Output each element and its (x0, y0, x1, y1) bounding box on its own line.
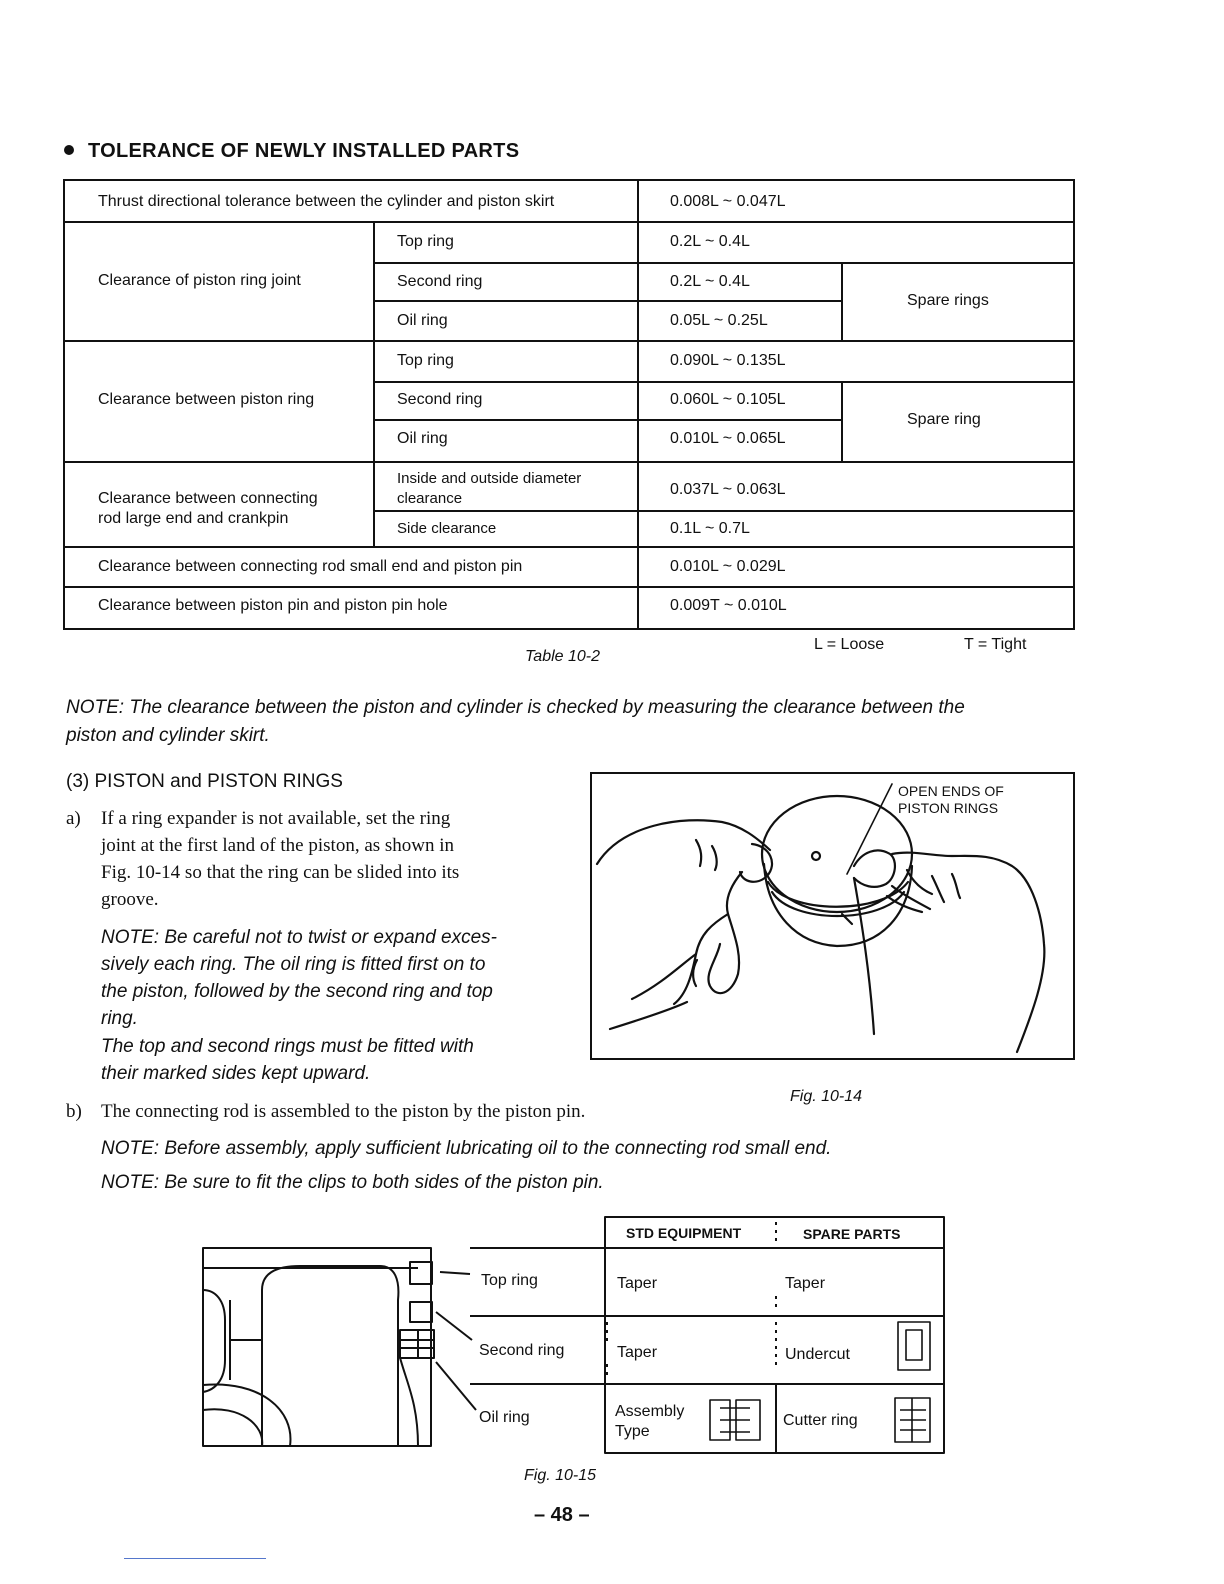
conrod-large-label-2: rod large end and crankpin (98, 510, 289, 527)
step-a-note-2: sively each ring. The oil ring is fitted first on to (101, 954, 486, 975)
ring-groove-top-label: Top ring (397, 352, 454, 369)
figure-10-14 (590, 772, 1075, 1060)
row-thrust-value: 0.008L ~ 0.047L (670, 193, 786, 210)
page-number: – 48 – (534, 1504, 590, 1526)
fig14-label-line-2: PISTON RINGS (898, 800, 999, 816)
ring-joint-spare-note: Spare rings (907, 292, 989, 309)
note-clearance-line-1: NOTE: The clearance between the piston and cylinder is checked by measuring the clearance between the (66, 697, 965, 718)
tolerance-table (0, 0, 1224, 660)
ring-groove-second-value: 0.060L ~ 0.105L (670, 391, 786, 408)
ring-joint-oil-label: Oil ring (397, 312, 448, 329)
fig15-ring-second: Second ring (479, 1342, 565, 1359)
step-a-marker: a) (66, 808, 81, 829)
table-caption: Table 10-2 (525, 648, 601, 665)
conrod-diameter-label-2: clearance (397, 490, 463, 507)
fig14-caption: Fig. 10-14 (790, 1088, 863, 1105)
fig15-std-oil-line-2: Type (615, 1423, 650, 1440)
row-thrust-label: Thrust directional tolerance between the cylinder and piston skirt (98, 193, 555, 210)
fig15-ring-top: Top ring (481, 1272, 538, 1289)
legend-tight: T = Tight (964, 636, 1027, 653)
fig15-col-std: STD EQUIPMENT (626, 1225, 742, 1241)
step-a-note-5: The top and second rings must be fitted with (101, 1036, 474, 1057)
footnote-rule (124, 1558, 266, 1559)
step-b-marker: b) (66, 1101, 82, 1122)
section-title: (3) PISTON and PISTON RINGS (66, 771, 343, 792)
fig15-ring-oil: Oil ring (479, 1409, 530, 1426)
step-a-note-4: ring. (101, 1008, 138, 1029)
fig15-col-spare: SPARE PARTS (803, 1226, 901, 1242)
fig15-spare-oil: Cutter ring (783, 1412, 858, 1429)
ring-groove-oil-value: 0.010L ~ 0.065L (670, 430, 786, 447)
note-clearance-line-2: piston and cylinder skirt. (66, 725, 270, 746)
ring-joint-top-label: Top ring (397, 233, 454, 250)
step-b-note-1: NOTE: Before assembly, apply sufficient lubricating oil to the connecting rod small end. (101, 1138, 832, 1159)
step-a-note-3: the piston, followed by the second ring and top (101, 981, 493, 1002)
fig15-std-top: Taper (617, 1275, 658, 1292)
pin-hole-value: 0.009T ~ 0.010L (670, 597, 787, 614)
pin-hole-label: Clearance between piston pin and piston pin hole (98, 597, 448, 614)
fig15-std-second: Taper (617, 1344, 658, 1361)
legend-loose: L = Loose (814, 636, 885, 653)
fig14-label-line-1: OPEN ENDS OF (898, 783, 1004, 799)
ring-joint-second-label: Second ring (397, 273, 483, 290)
step-b-note-2: NOTE: Be sure to fit the clips to both sides of the piston pin. (101, 1172, 604, 1193)
ring-groove-second-label: Second ring (397, 391, 483, 408)
ring-joint-label: Clearance of piston ring joint (98, 272, 301, 289)
heading-text: TOLERANCE OF NEWLY INSTALLED PARTS (88, 140, 520, 162)
conrod-large-label-1: Clearance between connecting (98, 490, 318, 507)
conrod-diameter-value: 0.037L ~ 0.063L (670, 481, 786, 498)
conrod-diameter-label-1: Inside and outside diameter (397, 470, 582, 487)
fig15-spare-top: Taper (785, 1275, 826, 1292)
ring-joint-oil-value: 0.05L ~ 0.25L (670, 312, 768, 329)
step-a-line-4: groove. (101, 889, 159, 910)
conrod-side-label: Side clearance (397, 520, 497, 537)
conrod-side-value: 0.1L ~ 0.7L (670, 520, 750, 537)
fig15-caption: Fig. 10-15 (524, 1467, 597, 1484)
ring-joint-top-value: 0.2L ~ 0.4L (670, 233, 750, 250)
ring-groove-top-value: 0.090L ~ 0.135L (670, 352, 786, 369)
fig15-spare-second: Undercut (785, 1346, 850, 1363)
step-a-line-1: If a ring expander is not available, set the ring (101, 808, 451, 829)
ring-groove-spare-note: Spare ring (907, 411, 981, 428)
ring-groove-oil-label: Oil ring (397, 430, 448, 447)
step-a-line-2: joint at the first land of the piston, as shown in (101, 835, 455, 856)
ring-groove-label: Clearance between piston ring (98, 391, 315, 408)
step-a-note-1: NOTE: Be careful not to twist or expand exces- (101, 927, 498, 948)
fig15-std-oil-line-1: Assembly (615, 1403, 685, 1420)
small-end-value: 0.010L ~ 0.029L (670, 558, 786, 575)
piston-ring-hands-illustration (592, 774, 1073, 1058)
step-b-text: The connecting rod is assembled to the piston by the piston pin. (101, 1101, 586, 1122)
small-end-label: Clearance between connecting rod small end and piston pin (98, 558, 523, 575)
step-a-note-6: their marked sides kept upward. (101, 1063, 371, 1084)
ring-joint-second-value: 0.2L ~ 0.4L (670, 273, 750, 290)
step-a-line-3: Fig. 10-14 so that the ring can be slided into its (101, 862, 460, 883)
